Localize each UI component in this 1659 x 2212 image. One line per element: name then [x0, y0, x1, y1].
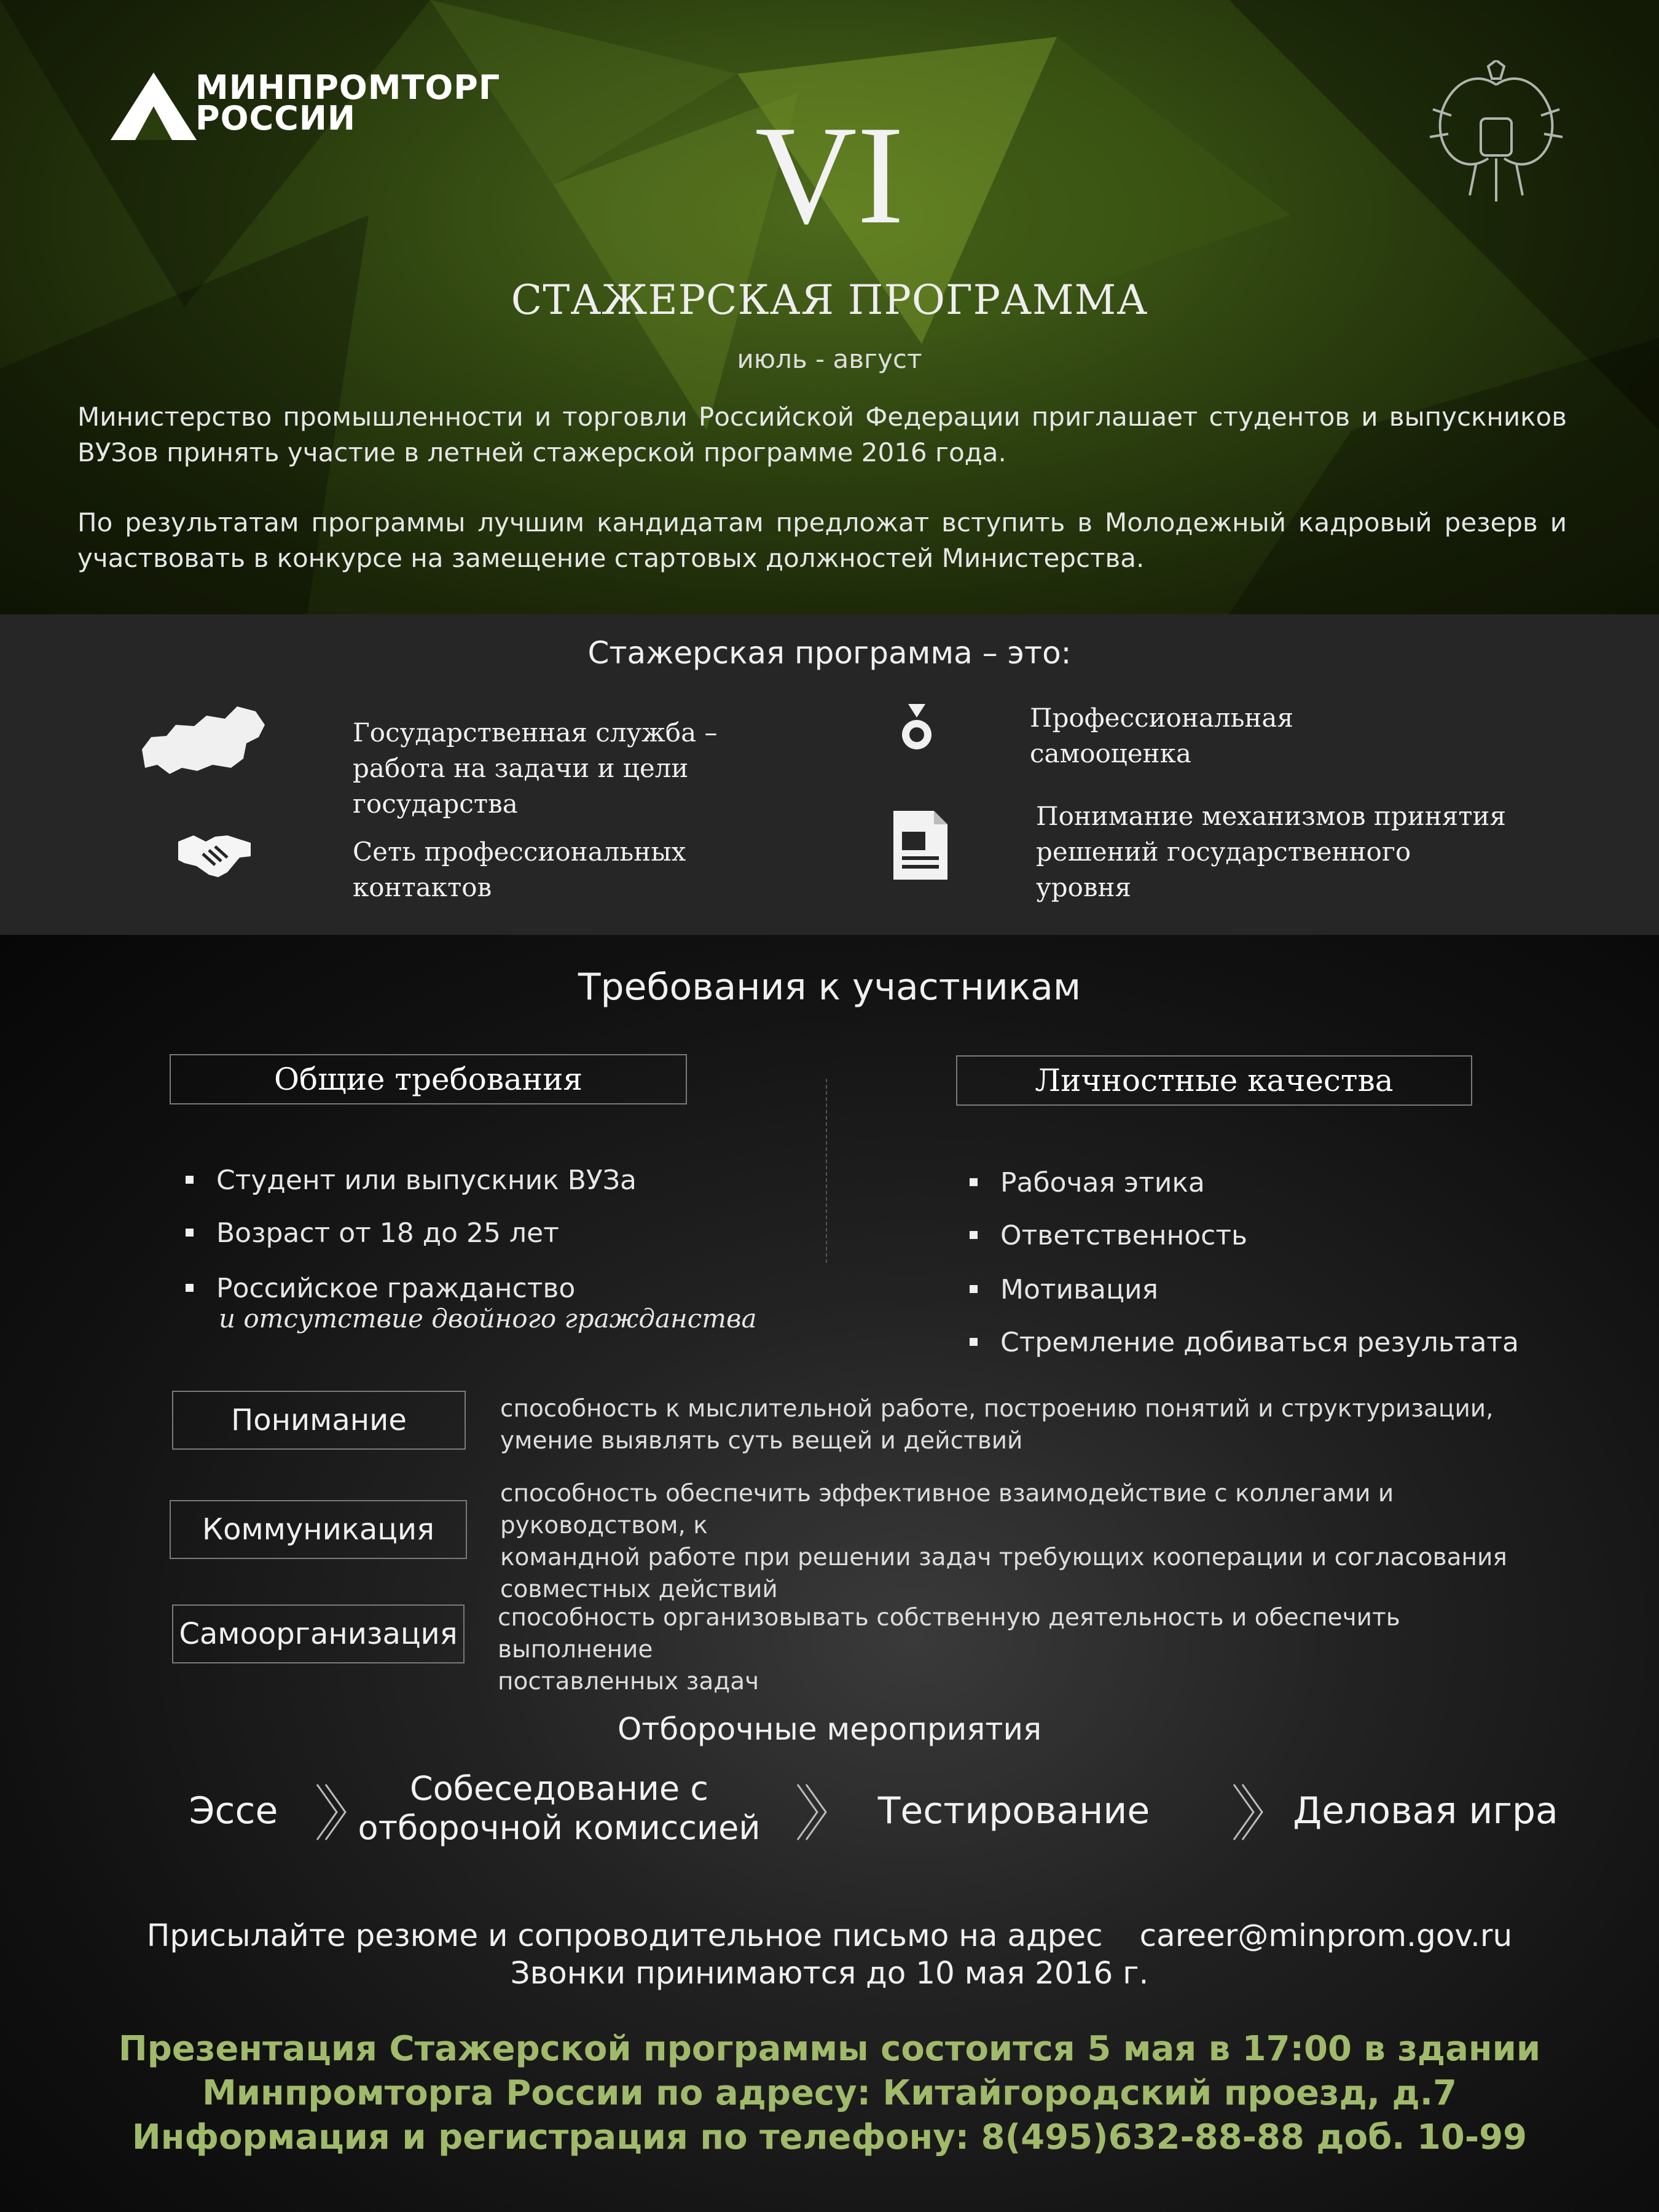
quality-communication-label: Коммуникация: [170, 1500, 467, 1559]
benefit-civil-service: Государственная служба – работа на задачи и цели государства: [353, 717, 718, 819]
edition-number: VI: [755, 96, 904, 253]
handshake-icon: [178, 829, 251, 878]
chevron-right-icon: [793, 1781, 830, 1843]
medal-icon: [900, 704, 934, 752]
quality-communication-description: способность обеспечить эффективное взаимодействие с коллегами и руководством, к командной работе при решении задач требующих кооперации и согласования совместных действий: [500, 1480, 1507, 1603]
logo-line-1: МИНПРОМТОРГ: [195, 68, 501, 107]
presentation-announcement: Презентация Стажерской программы состоится 5 мая в 17:00 в здании Минпромторга России по адресу: Китайгородский проезд, д.7 Информация и регистрация по телефону: 8(495)632-88-88 доб. 10-99: [118, 2029, 1541, 2157]
benefit-network: Сеть профессиональных контактов: [353, 837, 686, 902]
intro-paragraph-2: По результатам программы лучшим кандидатам предложат вступить в Молодежный кадровый резерв и участвовать в конкурсе на замещение стартовых должностей Министерства.: [77, 507, 1567, 573]
benefit-self-assessment: Профессиональная самооценка: [1030, 703, 1293, 768]
contact-line: [0, 1917, 1659, 1955]
quality-self-organization-description: способность организовывать собственную деятельность и обеспечить выполнение поставленных задач: [498, 1604, 1400, 1695]
personal-quality-item: Мотивация: [1000, 1274, 1158, 1306]
general-requirements-header: Общие требования: [170, 1054, 687, 1104]
deadline-text: Звонки принимаются до 10 мая 2016 г.: [510, 1955, 1149, 1991]
document-icon: [893, 811, 947, 880]
logo-line-2: РОССИИ: [195, 99, 356, 138]
citizenship-note: и отсутствие двойного гражданства: [219, 1303, 757, 1334]
selection-step-essay: Эссе: [189, 1789, 278, 1832]
russia-map-icon: [139, 700, 268, 780]
quality-understanding-description: способность к мыслительной работе, построению понятий и структуризации, умение выявлять суть вещей и действий: [500, 1395, 1494, 1455]
general-requirement-item: Возраст от 18 до 25 лет: [216, 1217, 559, 1249]
selection-title: Отборочные мероприятия: [617, 1711, 1042, 1747]
selection-step-interview: Собеседование с отборочной комиссией: [358, 1769, 761, 1847]
column-divider: [826, 1079, 827, 1263]
requirements-title: Требования к участникам: [578, 966, 1081, 1009]
email-link[interactable]: career@minprom.gov.ru: [1139, 1918, 1513, 1953]
quality-self-organization-label: Самоорганизация: [172, 1604, 465, 1663]
benefit-decision-mechanisms: Понимание механизмов принятия решений государственного уровня: [1036, 801, 1506, 902]
chevron-right-icon: [312, 1781, 349, 1843]
quality-understanding-label: Понимание: [172, 1391, 466, 1450]
intro-paragraph-1: Министерство промышленности и торговли Российской Федерации приглашает студентов и выпускников ВУЗов принять участие в летней стажерской программе 2016 года.: [77, 402, 1567, 467]
send-resume-text: Присылайте резюме и сопроводительное письмо на адрес: [146, 1918, 1103, 1953]
selection-step-testing: Тестирование: [877, 1789, 1150, 1832]
personal-qualities-header: Личностные качества: [956, 1055, 1472, 1106]
general-requirement-item: Студент или выпускник ВУЗа: [216, 1165, 637, 1197]
personal-quality-item: Рабочая этика: [1000, 1167, 1205, 1199]
general-requirement-item: Российское гражданство: [216, 1273, 575, 1305]
personal-quality-item: Ответственность: [1000, 1220, 1247, 1252]
program-title: СТАЖЕРСКАЯ ПРОГРАММА: [511, 276, 1148, 324]
benefits-title: Стажерская программа – это:: [587, 635, 1072, 671]
program-dates: июль - август: [737, 344, 922, 374]
personal-quality-item: Стремление добиваться результата: [1000, 1327, 1519, 1359]
selection-step-business-game: Деловая игра: [1293, 1789, 1558, 1832]
